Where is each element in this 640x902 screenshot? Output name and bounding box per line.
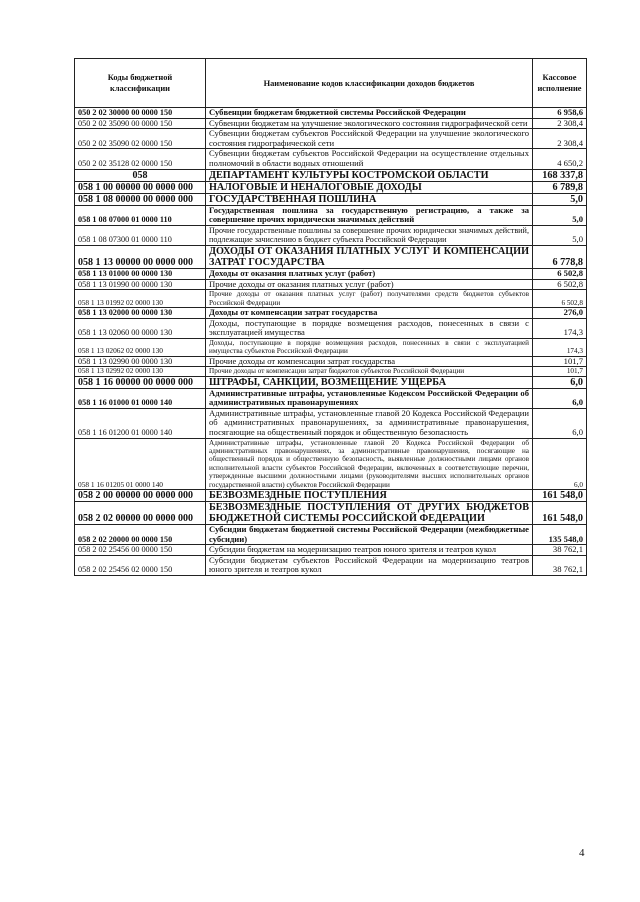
row-value: 6,0 (533, 408, 587, 438)
row-name: Доходы, поступающие в порядке возмещения расходов, понесенных в связи с эксплуатацией имущества (206, 318, 533, 338)
row-name: ДЕПАРТАМЕНТ КУЛЬТУРЫ КОСТРОМСКОЙ ОБЛАСТИ (206, 169, 533, 181)
header-codes: Коды бюджетной классификации (75, 59, 206, 108)
row-value: 6,0 (533, 376, 587, 388)
row-name: Административные штрафы, установленные Кодексом Российской Федерации об административных правонарушениях (206, 388, 533, 408)
row-name: Прочие доходы от оказания платных услуг (работ) (206, 279, 533, 290)
table-row (75, 489, 587, 501)
row-value: 4 650,2 (533, 149, 587, 169)
table-row (75, 438, 587, 489)
row-name: Прочие доходы от компенсации затрат бюджетов субъектов Российской Федерации (206, 367, 533, 376)
row-code: 058 1 16 00000 00 0000 000 (75, 376, 206, 388)
table-row (75, 225, 587, 245)
row-name: ГОСУДАРСТВЕННАЯ ПОШЛИНА (206, 193, 533, 205)
row-value: 2 308,4 (533, 129, 587, 149)
row-code: 058 1 00 00000 00 0000 000 (75, 181, 206, 193)
row-name: ШТРАФЫ, САНКЦИИ, ВОЗМЕЩЕНИЕ УЩЕРБА (206, 376, 533, 388)
row-value: 5,0 (533, 225, 587, 245)
row-code: 058 1 13 01992 02 0000 130 (75, 290, 206, 308)
row-value: 101,7 (533, 356, 587, 367)
row-code: 058 1 16 01200 01 0000 140 (75, 408, 206, 438)
row-code: 050 2 02 30000 00 0000 150 (75, 108, 206, 119)
table-row (75, 524, 587, 544)
table-row (75, 388, 587, 408)
row-value: 6 502,8 (533, 290, 587, 308)
table-row (75, 356, 587, 367)
table-row (75, 545, 587, 556)
row-name: Субвенции бюджетам бюджетной системы Российской Федерации (206, 108, 533, 119)
row-value: 6,0 (533, 388, 587, 408)
row-name: Субвенции бюджетам субъектов Российской Федерации на осуществление отдельных полномочий в области водных отношений (206, 149, 533, 169)
table-row (75, 205, 587, 225)
table-row (75, 290, 587, 308)
table-row (75, 169, 587, 181)
table-row (75, 408, 587, 438)
row-code: 058 1 13 02990 00 0000 130 (75, 356, 206, 367)
row-code: 058 1 16 01205 01 0000 140 (75, 438, 206, 489)
row-code: 058 1 13 01000 00 0000 130 (75, 268, 206, 279)
row-name: Субвенции бюджетам субъектов Российской Федерации на улучшение экологического состояния гидрографической сети (206, 129, 533, 149)
row-name: Субвенции бюджетам на улучшение экологического состояния гидрографической сети (206, 118, 533, 129)
row-code: 058 2 02 00000 00 0000 000 (75, 501, 206, 524)
row-code: 058 2 00 00000 00 0000 000 (75, 489, 206, 501)
table-row (75, 555, 587, 575)
row-code: 058 2 02 20000 00 0000 150 (75, 524, 206, 544)
row-value: 161 548,0 (533, 489, 587, 501)
page-number: 4 (579, 847, 585, 859)
row-code: 058 1 13 02000 00 0000 130 (75, 307, 206, 318)
row-value: 38 762,1 (533, 555, 587, 575)
row-code: 058 1 16 01000 01 0000 140 (75, 388, 206, 408)
row-value: 6,0 (533, 438, 587, 489)
budget-revenue-table (74, 58, 587, 576)
table-row (75, 279, 587, 290)
row-value: 6 958,6 (533, 108, 587, 119)
row-name: ДОХОДЫ ОТ ОКАЗАНИЯ ПЛАТНЫХ УСЛУГ И КОМПЕНСАЦИИ ЗАТРАТ ГОСУДАРСТВА (206, 245, 533, 268)
row-name: Административные штрафы, установленные главой 20 Кодекса Российской Федерации об административных правонарушениях, за административные правонарушения, посягающие на общественный порядок и общественную безопасность (206, 408, 533, 438)
row-code: 058 1 13 02062 02 0000 130 (75, 338, 206, 356)
row-name: БЕЗВОЗМЕЗДНЫЕ ПОСТУПЛЕНИЯ ОТ ДРУГИХ БЮДЖЕТОВ БЮДЖЕТНОЙ СИСТЕМЫ РОССИЙСКОЙ ФЕДЕРАЦИИ (206, 501, 533, 524)
row-name: Доходы от компенсации затрат государства (206, 307, 533, 318)
row-value: 6 502,8 (533, 279, 587, 290)
row-name: Доходы от оказания платных услуг (работ) (206, 268, 533, 279)
table-header-row (75, 59, 587, 108)
row-code: 058 (75, 169, 206, 181)
table-row (75, 129, 587, 149)
row-name: Доходы, поступающие в порядке возмещения расходов, понесенных в связи с эксплуатацией имущества субъектов Российской Федерации (206, 338, 533, 356)
row-code: 058 1 13 02060 00 0000 130 (75, 318, 206, 338)
row-value: 5,0 (533, 193, 587, 205)
row-name: НАЛОГОВЫЕ И НЕНАЛОГОВЫЕ ДОХОДЫ (206, 181, 533, 193)
row-code: 058 1 08 07000 01 0000 110 (75, 205, 206, 225)
row-value: 38 762,1 (533, 545, 587, 556)
table-row (75, 367, 587, 376)
table-row (75, 318, 587, 338)
table-row (75, 193, 587, 205)
row-value: 135 548,0 (533, 524, 587, 544)
table-row (75, 149, 587, 169)
table-row (75, 118, 587, 129)
row-code: 058 1 13 00000 00 0000 000 (75, 245, 206, 268)
row-name: Прочие государственные пошлины за совершение прочих юридически значимых действий, подлежащие зачислению в бюджет субъекта Российской Федерации (206, 225, 533, 245)
row-value: 6 502,8 (533, 268, 587, 279)
header-execution: Кассовое исполнение (533, 59, 587, 108)
table-row (75, 108, 587, 119)
row-value: 276,0 (533, 307, 587, 318)
row-value: 2 308,4 (533, 118, 587, 129)
row-value: 5,0 (533, 205, 587, 225)
row-code: 050 2 02 35090 02 0000 150 (75, 129, 206, 149)
row-name: Субсидии бюджетам субъектов Российской Федерации на модернизацию театров юного зрителя и театров кукол (206, 555, 533, 575)
row-value: 6 789,8 (533, 181, 587, 193)
row-code: 058 1 13 02992 02 0000 130 (75, 367, 206, 376)
table-row (75, 268, 587, 279)
row-value: 174,3 (533, 338, 587, 356)
row-code: 058 1 08 07300 01 0000 110 (75, 225, 206, 245)
row-name: Административные штрафы, установленные главой 20 Кодекса Российской Федерации об административных правонарушениях, за административные правонарушения, посягающие на общественный порядок и общественную безопасность, выявленные должностными лицами органов исполнительной власти субъектов Российской Федерации, включенных в соответствующие перечни, утвержденные высшими должностными лицами (руководителями высших исполнительных органов государственной власти) субъектов Российской Федерации (206, 438, 533, 489)
row-name: Государственная пошлина за государственную регистрацию, а также за совершение прочих юридически значимых действий (206, 205, 533, 225)
table-row (75, 338, 587, 356)
row-name: Субсидии бюджетам бюджетной системы Российской Федерации (межбюджетные субсидии) (206, 524, 533, 544)
table-row (75, 245, 587, 268)
row-name: Прочие доходы от оказания платных услуг (работ) получателями средств бюджетов субъектов Российской Федерации (206, 290, 533, 308)
table-row (75, 376, 587, 388)
table-row (75, 501, 587, 524)
row-name: БЕЗВОЗМЕЗДНЫЕ ПОСТУПЛЕНИЯ (206, 489, 533, 501)
row-code: 050 2 02 35090 00 0000 150 (75, 118, 206, 129)
row-name: Прочие доходы от компенсации затрат государства (206, 356, 533, 367)
table-row (75, 181, 587, 193)
row-code: 058 2 02 25456 02 0000 150 (75, 555, 206, 575)
header-names: Наименование кодов классификации доходов бюджетов (206, 59, 533, 108)
row-value: 168 337,8 (533, 169, 587, 181)
row-value: 6 778,8 (533, 245, 587, 268)
row-value: 174,3 (533, 318, 587, 338)
table-row (75, 307, 587, 318)
row-code: 058 1 13 01990 00 0000 130 (75, 279, 206, 290)
row-value: 161 548,0 (533, 501, 587, 524)
row-name: Субсидии бюджетам на модернизацию театров юного зрителя и театров кукол (206, 545, 533, 556)
row-code: 058 2 02 25456 00 0000 150 (75, 545, 206, 556)
row-value: 101,7 (533, 367, 587, 376)
row-code: 050 2 02 35128 02 0000 150 (75, 149, 206, 169)
row-code: 058 1 08 00000 00 0000 000 (75, 193, 206, 205)
